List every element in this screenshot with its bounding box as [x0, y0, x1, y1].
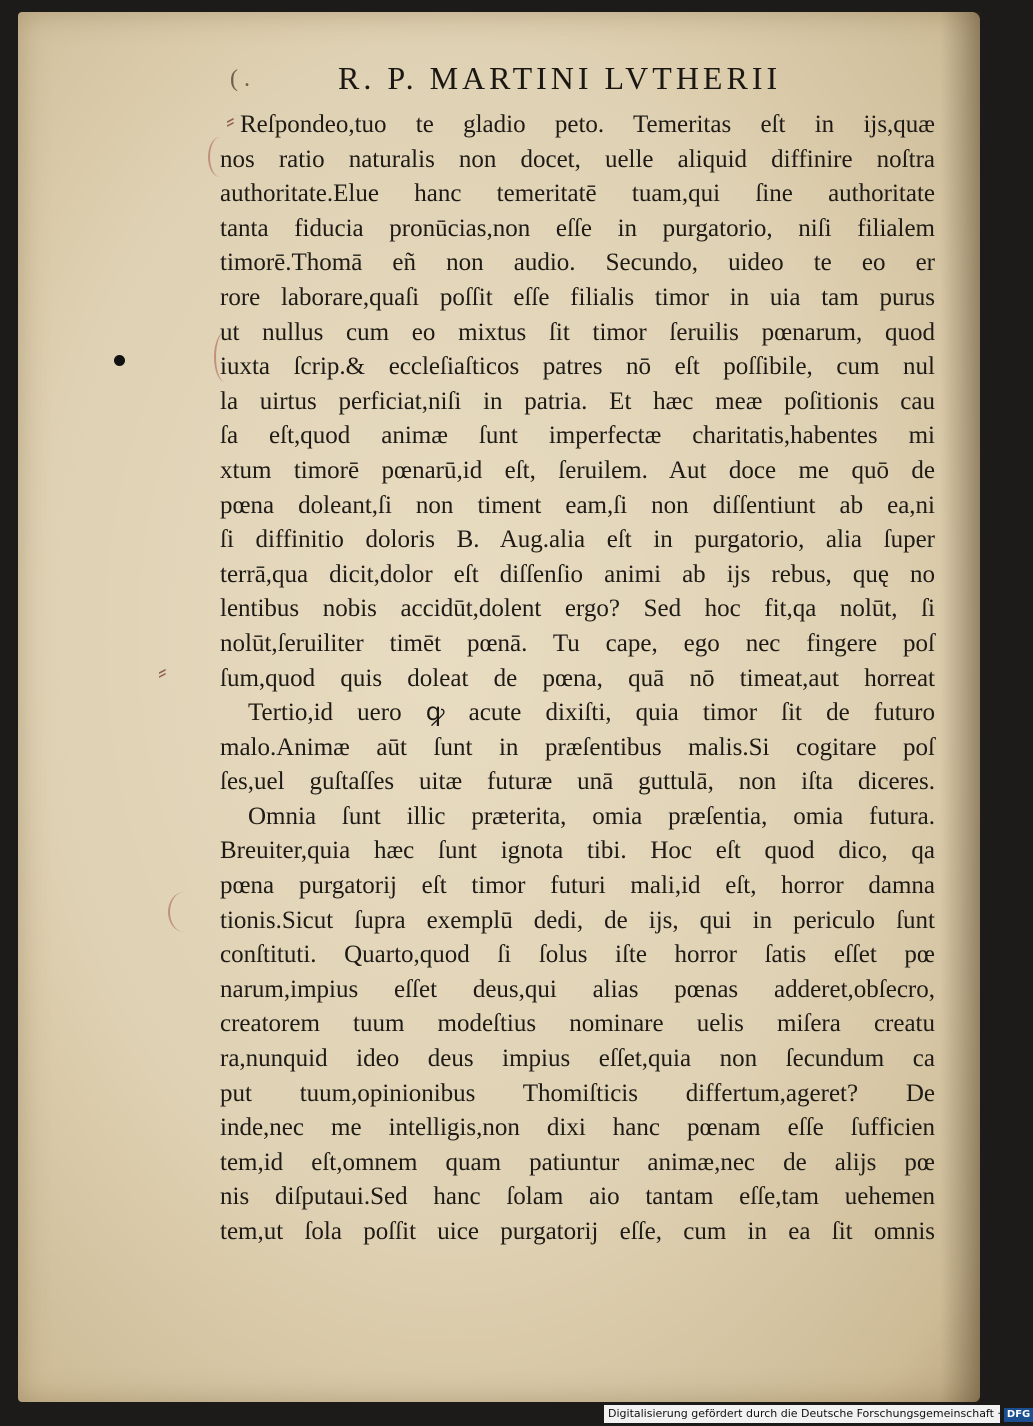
- text-line: put tuum,opinionibus Thomiſticis differtum,ageret? De: [220, 1079, 935, 1107]
- text-line: tanta fiducia pronūcias,non eſſe in purgatorio, niſi filialem: [220, 214, 935, 242]
- text-line: conſtituti. Quarto,quod ſi ſolus iſte horror ſatis eſſet pœ: [220, 941, 935, 969]
- credit-text: Digitalisierung gefördert durch die Deutsche Forschungsgemeinschaft ·: [608, 1407, 1001, 1420]
- text-line: Omnia ſunt illic præterita, omia præſentia, omia futura.: [248, 802, 935, 830]
- pen-mark-3: [168, 892, 200, 932]
- text-line: ſa eſt,quod animæ ſunt imperfectæ charitatis,habentes mi: [220, 422, 935, 450]
- text-line: ra,nunquid ideo deus impius eſſet,quia non ſecundum ca: [220, 1045, 935, 1073]
- body-text: [220, 108, 935, 1250]
- text-line: nis diſputaui.Sed hanc ſolam aio tantam eſſe,tam uehemen: [220, 1183, 935, 1211]
- text-line: authoritate.Elue hanc temeritatē tuam,qui ſine authoritate: [220, 180, 935, 208]
- text-line: inde,nec me intelligis,non dixi hanc pœnam eſſe ſufficien: [220, 1114, 935, 1142]
- text-line: tem,ut ſola poſſit uice purgatorij eſſe, cum in ea ſit omnis: [220, 1218, 935, 1245]
- text-line: pœna purgatorij eſt timor futuri mali,id eſt, horror damna: [220, 872, 935, 900]
- text-line: pœna doleant,ſi non timent eam,ſi non diſſentiunt ab ea,ni: [220, 491, 935, 519]
- margin-mark-tertio: ⸗: [158, 657, 167, 686]
- header-left-mark: ( .: [230, 66, 250, 92]
- text-line: ſum,quod quis doleat de pœna, quā nō timeat,aut horreat: [220, 664, 935, 692]
- binding-shadow: [940, 12, 980, 1402]
- text-line: iuxta ſcrip.& eccleſiaſticos patres nō eſt poſſibile, cum nul: [220, 353, 935, 381]
- text-line: terrā,qua dicit,dolor eſt diſſenſio animi ab ijs rebus, quę no: [220, 560, 935, 588]
- text-line: ſes,uel guſtaſſes uitæ futuræ unā guttulā, non iſta diceres.: [220, 768, 935, 796]
- text-line: ut nullus cum eo mixtus ſit timor ſeruilis pœnarum, quod: [220, 318, 935, 346]
- text-line: Reſpondeo,tuo te gladio peto. Temeritas eſt in ijs,quæ: [240, 111, 935, 138]
- text-line: tionis.Sicut ſupra exemplū dedi, de ijs, qui in periculo ſunt: [220, 906, 935, 934]
- text-line: la uirtus perficiat,niſi in patria. Et hæc meæ poſitionis cau: [220, 387, 935, 415]
- digitization-credit: [604, 1405, 1031, 1423]
- text-line: lentibus nobis accidūt,dolent ergo? Sed hoc fit,qa nolūt, ſi: [220, 595, 935, 623]
- text-line: nos ratio naturalis non docet, uelle aliquid diffinire noſtra: [220, 145, 935, 173]
- book-page: [18, 12, 980, 1402]
- text-line: rore laborare,quaſi poſſit eſſe filialis timor in uia tam purus: [220, 283, 935, 311]
- text-line: Breuiter,quia hæc ſunt ignota tibi. Hoc eſt quod dico, qa: [220, 837, 935, 865]
- margin-mark-top: ⸗: [226, 106, 235, 135]
- text-line: tem,id eſt,omnem quam patiuntur animæ,nec de alijs pœ: [220, 1148, 935, 1176]
- text-line: creatorem tuum modeſtius nominare uelis miſera creatu: [220, 1010, 935, 1038]
- ink-dot: [114, 355, 125, 366]
- text-line: xtum timorē pœnarū,id eſt, ſeruilem. Aut doce me quō de: [220, 456, 935, 484]
- text-line: nolūt,ſeruiliter timēt pœnā. Tu cape, ego nec fingere poſ: [220, 629, 935, 657]
- dfg-logo-icon[interactable]: DFG: [1004, 1408, 1033, 1422]
- text-line: Tertio,id uero ꝙ acute dixiſti, quia timor ſit de futuro: [248, 699, 935, 727]
- text-line: malo.Animæ aūt ſunt in præſentibus malis.Si cogitare poſ: [220, 733, 935, 761]
- text-line: narum,impius eſſet deus,qui alias pœnas adderet,obſecro,: [220, 975, 935, 1003]
- text-line: ſi diffinitio doloris B. Aug.alia eſt in purgatorio, alia ſuper: [220, 526, 935, 554]
- text-line: timorē.Thomā eñ non audio. Secundo, uideo te eo er: [220, 249, 935, 277]
- running-title: R. P. MARTINI LVTHERII: [338, 60, 782, 96]
